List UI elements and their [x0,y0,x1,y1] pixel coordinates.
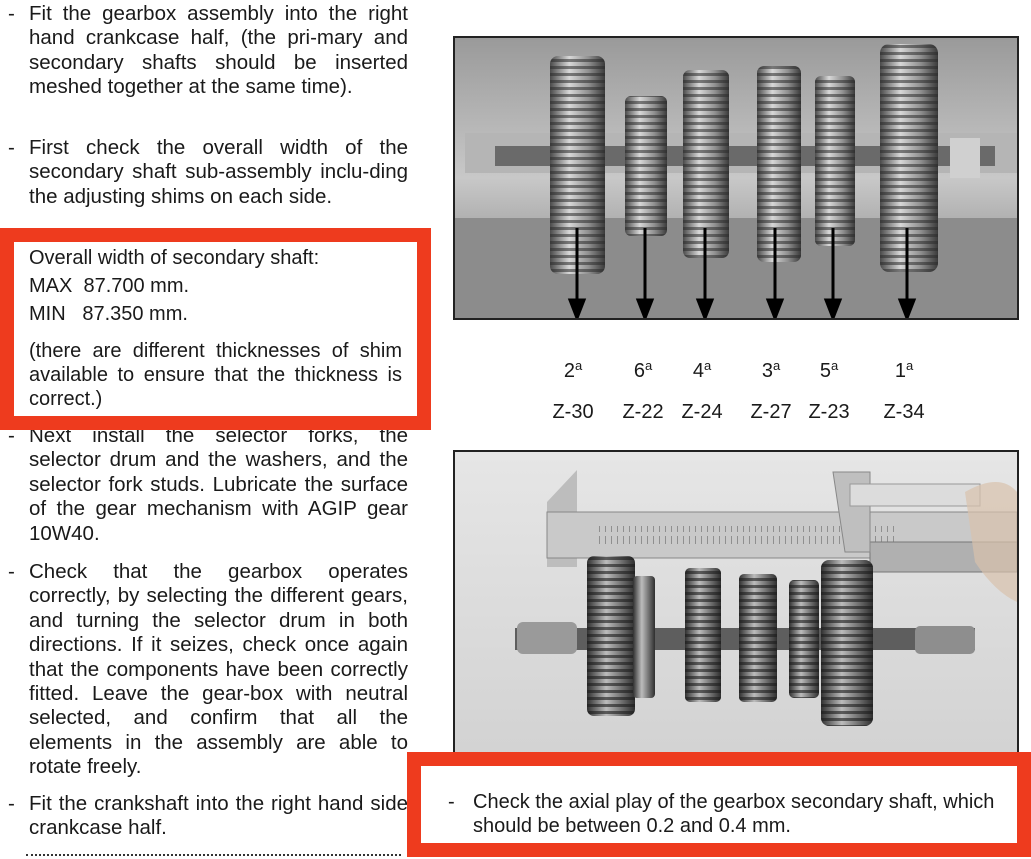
bullet-dash: - [8,424,15,447]
bullet-dash: - [8,792,15,815]
teeth-count-6th: Z-22 [622,401,664,423]
gear-label-5th: 5$^a$ [819,358,839,382]
instruction-fit-gearbox [8,2,408,100]
instruction-fit-crankshaft [8,792,408,841]
instruction-text: Next install the selector forks, the selector drum and the washers, and the selector fork studs. Lubricate the surface of the gear mechanism with AGIP gear 10W40. [29,424,408,545]
spec-note: (there are different thicknesses of shim available to ensure that the thickness is correct.) [29,340,402,410]
gear-photo-drawing [455,38,1017,318]
instruction-text: Check that the gearbox operates correctly, by selecting the different gears, and turning the selector drum in both directions. If it seizes, check once again that the components have been correctly fitted. Leave the gear-box with neutral selected, and confirm that all the elements in the assembly are able to rotate freely. [29,560,408,779]
instruction-install-forks [8,424,408,546]
caliper-photo-drawing [455,452,1017,760]
axial-play-note [448,790,1023,838]
teeth-count-5th: Z-23 [808,401,850,423]
gear-label-4th: 4$^a$ [692,358,712,382]
spec-min: MIN 87.350 mm. [29,303,188,325]
instruction-text: Fit the gearbox assembly into the right hand crankcase half, (the pri-mary and secondary shafts should be inserted meshed together at the same time). [29,2,408,99]
gear-label-6th: 6$^a$ [633,358,653,382]
gear-label-2nd: 2$^a$ [563,358,583,382]
teeth-count-4th: Z-24 [681,401,723,423]
instruction-check-width [8,136,408,228]
teeth-count-1st: Z-34 [883,401,925,423]
bullet-dash: - [8,560,15,583]
spec-max: MAX 87.700 mm. [29,275,190,297]
photo-caliper-measurement [453,450,1019,760]
spec-title: Overall width of secondary shaft: [29,247,320,269]
bullet-dash: - [448,791,455,813]
instruction-check-operation [8,560,408,780]
instruction-text: First check the overall width of the secondary shaft sub-assembly inclu-ding the adjusting shims on each side. [29,136,408,208]
photo-secondary-shaft-gears [453,36,1019,320]
highlight-box-spec [0,228,431,430]
teeth-count-2nd: Z-30 [552,401,594,423]
bullet-dash: - [8,136,15,159]
teeth-count-3rd: Z-27 [750,401,792,423]
gear-label-3rd: 3$^a$ [761,358,781,382]
instruction-text: Fit the crankshaft into the right hand side crankcase half. [29,792,408,840]
bullet-dash: - [8,2,15,25]
gear-label-1st: 1$^a$ [894,358,914,382]
note-text: Check the axial play of the gearbox secondary shaft, which should be between 0.2 and 0.4 mm. [473,791,995,837]
